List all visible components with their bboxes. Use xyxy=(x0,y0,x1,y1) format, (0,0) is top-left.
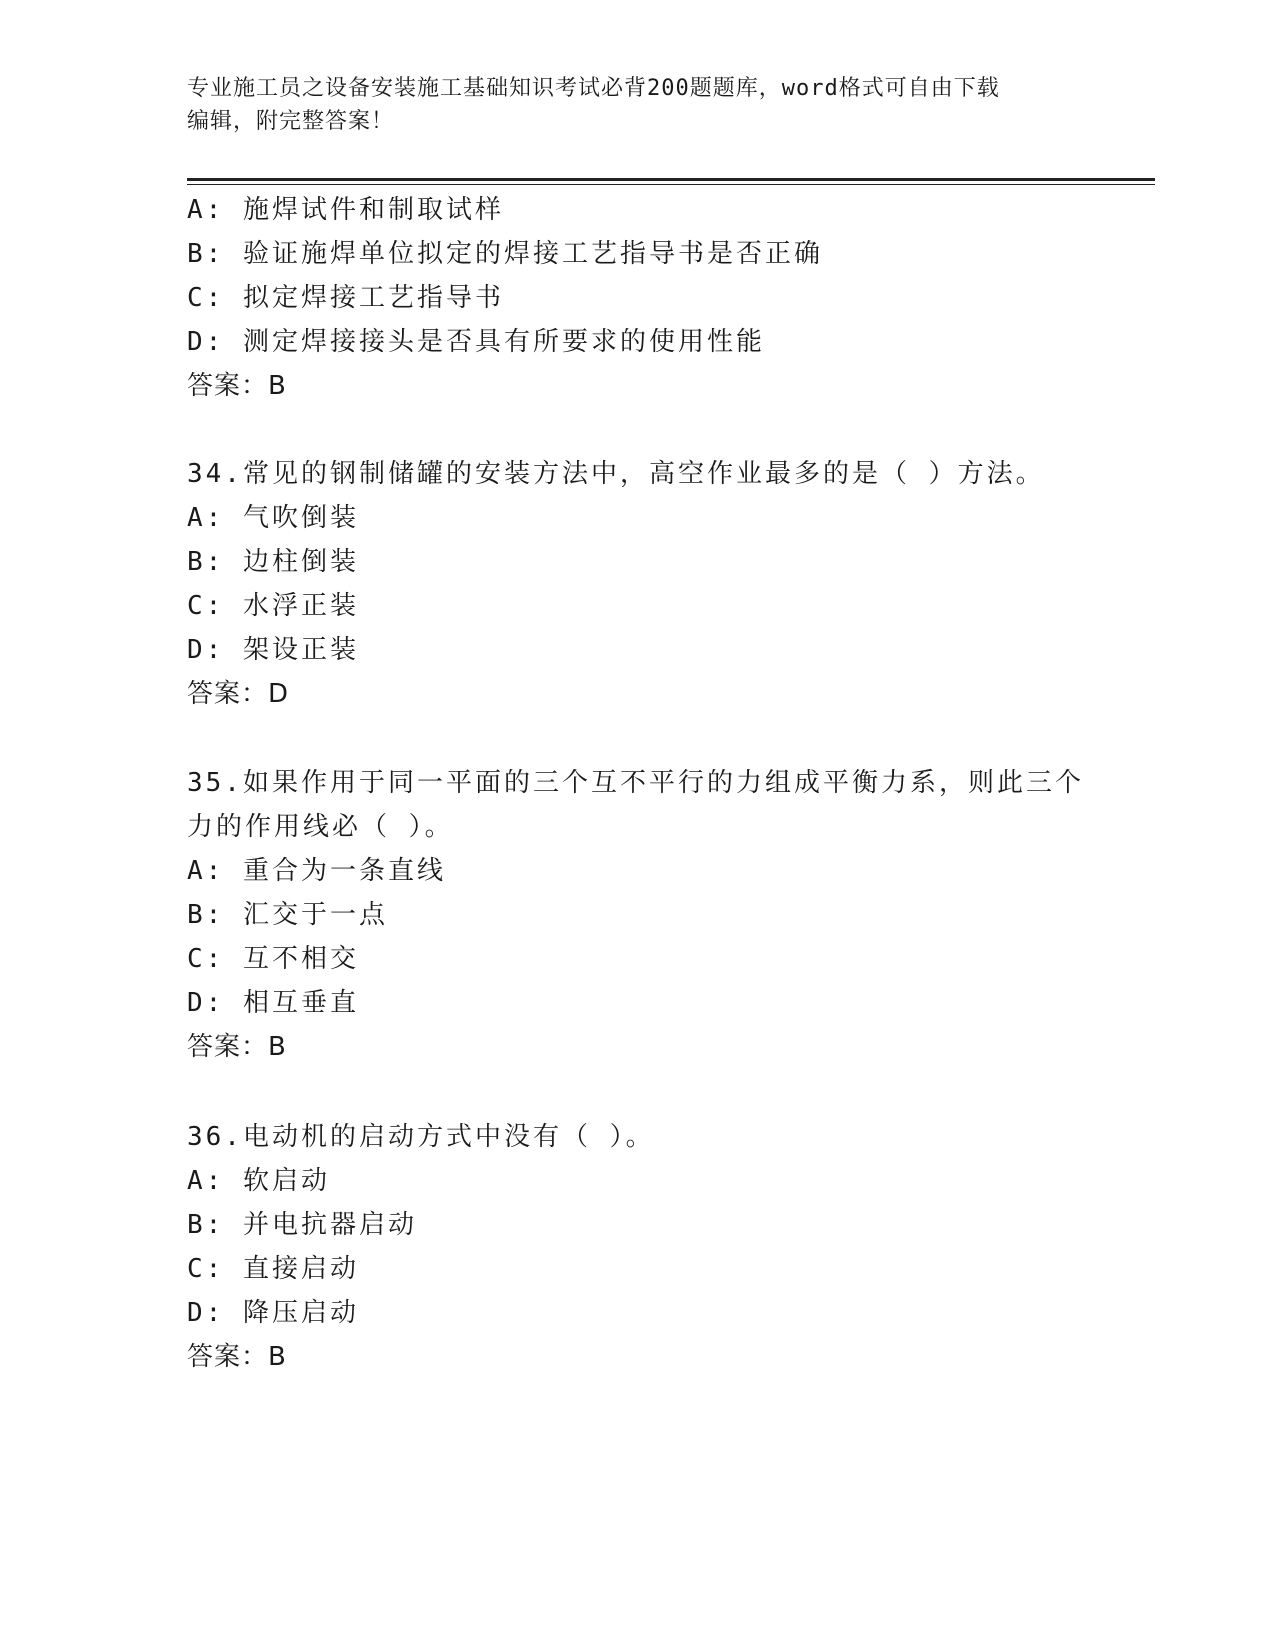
q34-option-d: D: 架设正装 xyxy=(187,635,359,665)
q33-option-d: D: 测定焊接接头是否具有所要求的使用性能 xyxy=(187,327,765,357)
q33-option-a: A: 施焊试件和制取试样 xyxy=(187,195,504,225)
document-header xyxy=(187,72,1087,138)
q36-option-d: D: 降压启动 xyxy=(187,1298,359,1328)
q34-stem: 34.常见的钢制储罐的安装方法中，高空作业最多的是（ ）方法。 xyxy=(187,459,1045,489)
q36-option-a: A: 软启动 xyxy=(187,1166,330,1196)
header-line-2: 编辑，附完整答案！ xyxy=(187,109,395,134)
q35-option-b: B: 汇交于一点 xyxy=(187,900,388,930)
header-line-1: 专业施工员之设备安装施工基础知识考试必背200题题库，word格式可自由下载 xyxy=(187,76,1000,101)
q35-stem-line-1: 35.如果作用于同一平面的三个互不平行的力组成平衡力系，则此三个 xyxy=(187,768,1084,798)
header-divider-thin xyxy=(187,184,1155,185)
q33-option-c: C: 拟定焊接工艺指导书 xyxy=(187,283,504,313)
q33-option-b: B: 验证施焊单位拟定的焊接工艺指导书是否正确 xyxy=(187,239,823,269)
q35-option-d: D: 相互垂直 xyxy=(187,988,359,1018)
q36-answer: 答案：B xyxy=(187,1342,287,1372)
q36-stem: 36.电动机的启动方式中没有（ ）。 xyxy=(187,1122,655,1152)
q35-answer: 答案：B xyxy=(187,1032,287,1062)
q34-answer: 答案：D xyxy=(187,679,290,709)
q34-option-b: B: 边柱倒装 xyxy=(187,547,359,577)
header-divider-thick xyxy=(187,178,1155,181)
q35-option-a: A: 重合为一条直线 xyxy=(187,856,446,886)
q35-stem-line-2: 力的作用线必（ ）。 xyxy=(187,812,454,842)
q35-option-c: C: 互不相交 xyxy=(187,944,359,974)
q34-option-a: A: 气吹倒装 xyxy=(187,503,359,533)
q33-answer: 答案：B xyxy=(187,371,287,401)
q36-option-c: C: 直接启动 xyxy=(187,1254,359,1284)
q36-option-b: B: 并电抗器启动 xyxy=(187,1210,417,1240)
q34-option-c: C: 水浮正装 xyxy=(187,591,359,621)
